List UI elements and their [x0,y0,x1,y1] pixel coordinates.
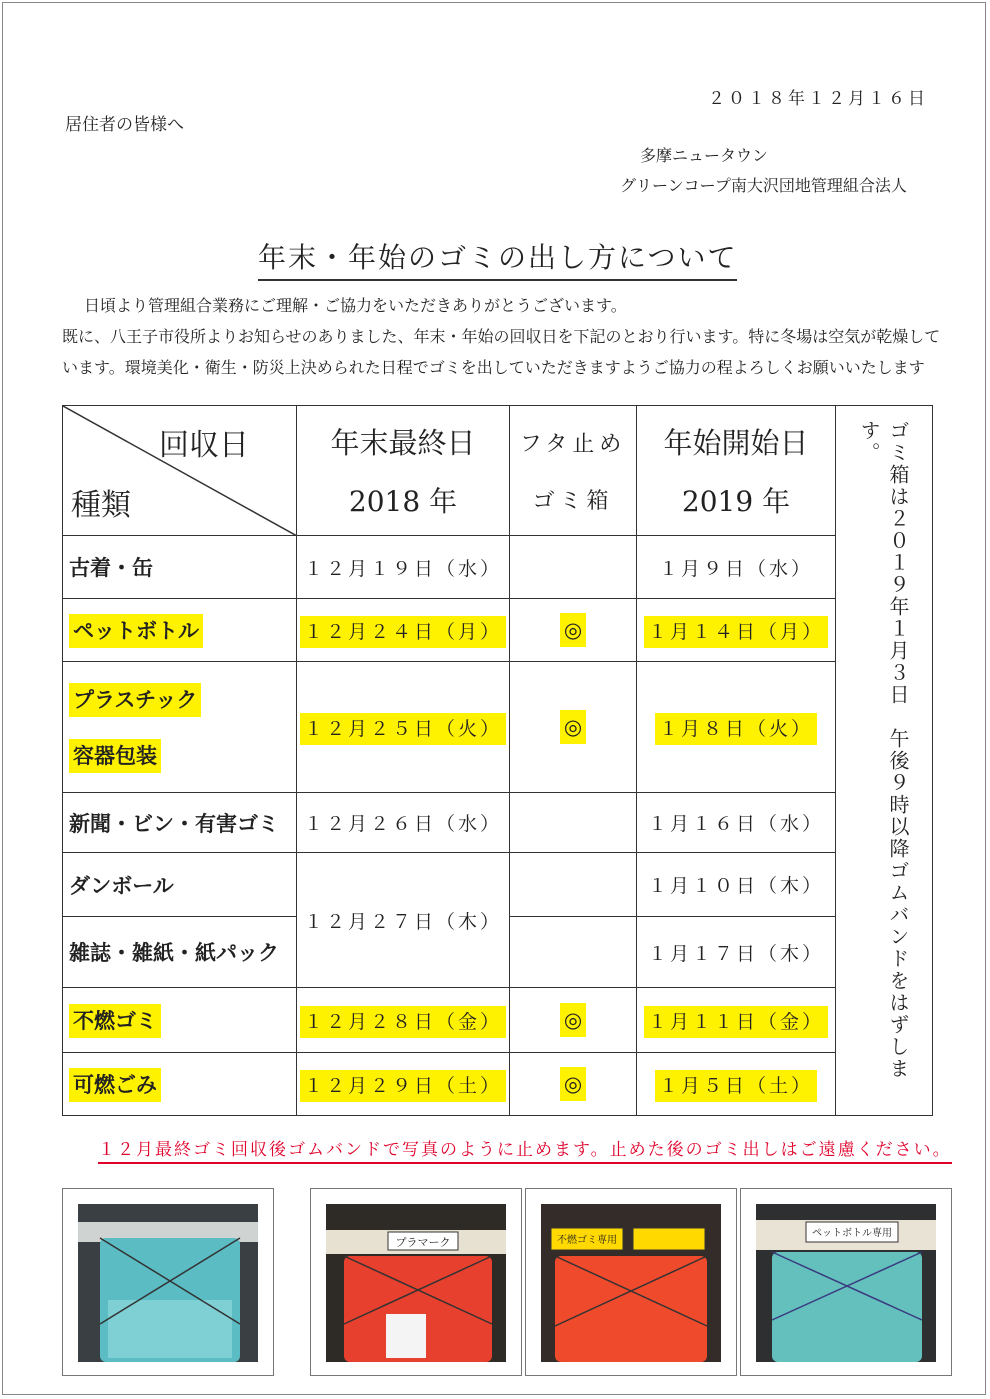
intro-paragraph-1: 日頃より管理組合業務にご理解・ご協力をいただきありがとうございます。 [84,296,627,315]
bin-photo-2 [326,1204,506,1362]
table-row [63,853,933,917]
header-new-year-label: 年始開始日 [663,426,809,460]
table-row [63,536,933,599]
row-lid-mark: ◎ [560,710,586,744]
row-end-date: １２月１９日（水） [303,557,502,580]
row-lid-mark: ◎ [560,1067,586,1101]
table-row [63,599,933,662]
row-type-line-2: 容器包装 [69,739,161,773]
schedule-table [62,405,933,1116]
row-start-date: １月１７日（木） [647,942,824,965]
intro-paragraph-2: 既に、八王子市役所よりお知らせのありました、年末・年始の回収日を下記のとおり行います。特に冬場は空気が乾燥しています。環境美化・衛生・防災上決められた日程でゴミを出していただきますようご協力の程よろしくお願いいたします [62,327,941,377]
sender-line-2: グリーンコープ南大沢団地管理組合法人 [620,176,907,195]
header-lid-top: フタ止め [519,431,627,457]
row-start-date: １月１４日（月） [644,616,828,648]
row-end-date: １２月２９日（土） [300,1070,506,1102]
side-note: ゴミ箱は２０１９年１月３日 午後９時以降ゴムバンドをはずします。 [857,420,910,1080]
bin-photo-1 [78,1204,258,1362]
photo-label-4: ペットボトル専用 [812,1228,892,1239]
photo-bin-4 [740,1188,952,1376]
row-type: 古着・缶 [69,556,153,580]
side-note-cell [836,406,933,1116]
recipient: 居住者の皆様へ [65,115,184,135]
row-end-date: １２月２５日（火） [300,713,506,745]
header-year-end-year: 2018 年 [348,485,458,518]
row-end-date: １２月２８日（金） [300,1006,506,1038]
photo-bin-2 [310,1188,522,1376]
row-type: プラスチック [69,683,201,717]
header-lid-bottom: ゴミ箱 [532,488,614,514]
photo-bin-3 [525,1188,737,1376]
row-start-date: １月８日（火） [655,713,817,745]
header-year-end-label: 年末最終日 [330,426,476,460]
row-type: 可燃ごみ [69,1068,161,1102]
table-row [63,988,933,1053]
row-type: 新聞・ビン・有害ゴミ [69,811,279,836]
header-lid [510,406,637,536]
bin-photo-3 [541,1204,721,1362]
row-start-date: １月１６日（水） [647,813,824,835]
sender-line-1: 多摩ニュータウン [640,146,769,165]
bin-photo-4 [756,1204,936,1362]
table-row [63,1053,933,1116]
row-end-date: １２月２７日（木） [303,910,502,933]
row-lid-mark: ◎ [560,613,586,647]
header-year-end [297,406,510,536]
row-start-date: １月５日（土） [655,1070,817,1102]
row-lid-mark: ◎ [560,1003,586,1037]
row-end-date: １２月２６日（水） [303,813,502,835]
photo-label-3: 不燃ゴミ専用 [557,1235,617,1246]
header-collection-day: 回収日 [159,428,249,463]
row-start-date: １月９日（水） [658,557,813,580]
document-date: ２０１８年１２月１６日 [708,89,928,109]
intro-text [62,290,942,383]
table-row [63,793,933,853]
row-type: 不燃ゴミ [69,1004,161,1038]
header-new-year-year: 2019 年 [681,485,791,518]
row-end-date: １２月２４日（月） [300,616,506,648]
row-type: ダンボール [69,873,174,898]
row-type: 雑誌・雑紙・紙パック [69,941,279,965]
photo-bin-1 [62,1188,274,1376]
header-type: 種類 [71,488,131,523]
row-start-date: １月１１日（金） [644,1006,828,1038]
table-row [63,662,933,793]
header-new-year [637,406,836,536]
row-start-date: １月１０日（木） [647,875,824,897]
header-corner-cell [63,406,297,536]
photo-label-2: プラマーク [395,1236,451,1249]
warning-note: １２月最終ゴミ回収後ゴムバンドで写真のように止めます。止めた後のゴミ出しはご遠慮ください。 [98,1135,952,1164]
row-type: ペットボトル [69,614,203,648]
document-title: 年末・年始のゴミの出し方について [258,236,737,281]
